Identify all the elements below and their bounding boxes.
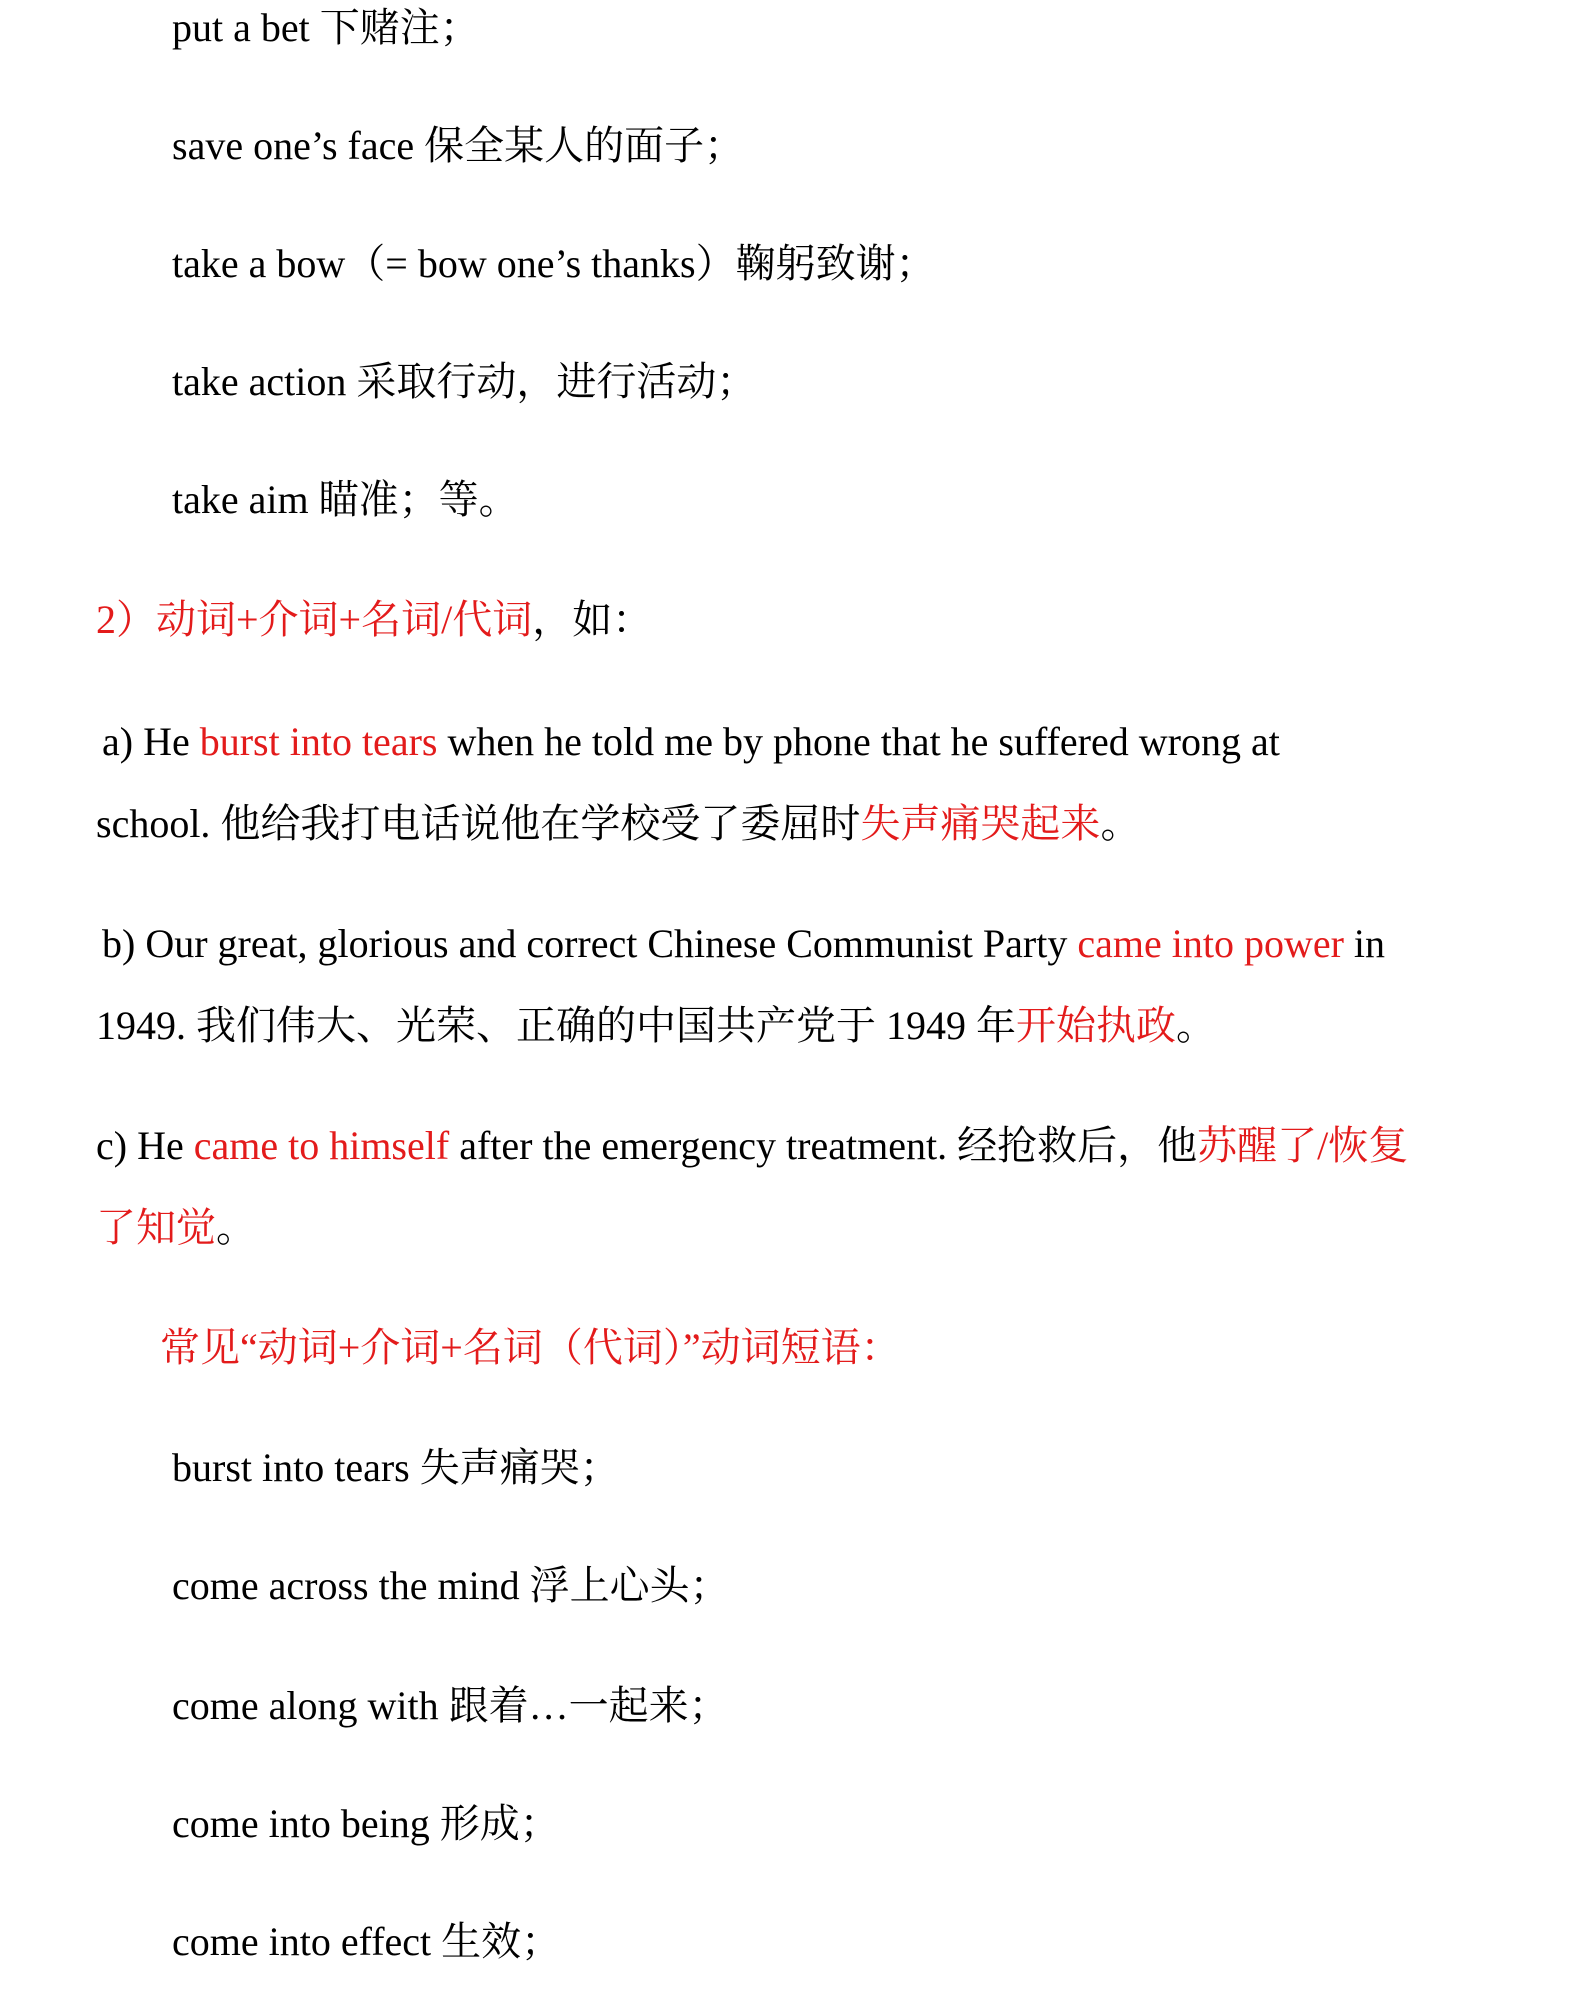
example-c-translation-phrase-cont: 了知觉 — [96, 1205, 216, 1250]
example-a-line2 — [96, 800, 1140, 848]
example-a-text-rest: when he told me by phone that he suffered wrong at — [437, 719, 1280, 764]
example-b-period: 。 — [1176, 1003, 1216, 1048]
example-c-line2 — [96, 1204, 256, 1252]
example-c-line1 — [96, 1122, 1408, 1170]
phrase-take-aim: take aim 瞄准；等。 — [172, 477, 519, 522]
example-c-period: 。 — [216, 1205, 256, 1250]
example-b-translation-phrase: 开始执政 — [1016, 1003, 1176, 1048]
example-a-text: a) He — [102, 719, 200, 764]
example-b-translation: 1949. 我们伟大、光荣、正确的中国共产党于 1949 年 — [96, 1003, 1016, 1048]
example-b-line2 — [96, 1002, 1216, 1050]
example-a-translation: school. 他给我打电话说他在学校受了委屈时 — [96, 801, 861, 846]
section-heading-red: 2）动词+介词+名词/代词 — [96, 597, 533, 642]
phrase-take-action: take action 采取行动，进行活动； — [172, 359, 757, 404]
example-c-text-rest: after the emergency treatment. 经抢救后，他 — [449, 1123, 1198, 1168]
example-c-text: c) He — [96, 1123, 194, 1168]
example-b-phrase: came into power — [1077, 921, 1344, 966]
phrase-take-a-bow: take a bow（= bow one’s thanks）鞠躬致谢； — [172, 241, 936, 286]
example-c-translation-phrase: 苏醒了/恢复 — [1197, 1123, 1409, 1168]
example-c-phrase: came to himself — [193, 1123, 450, 1168]
phrase-burst-into-tears: burst into tears 失声痛哭； — [172, 1445, 620, 1490]
phrase-put-a-bet: put a bet 下赌注； — [172, 5, 480, 50]
common-phrases-heading: 常见“动词+介词+名词（代词）”动词短语： — [160, 1325, 901, 1370]
phrase-come-along-with: come along with 跟着…一起来； — [172, 1683, 729, 1728]
phrase-come-across-the-mind: come across the mind 浮上心头； — [172, 1563, 730, 1608]
section-heading-2 — [96, 596, 652, 644]
example-a-translation-phrase: 失声痛哭起来 — [860, 801, 1101, 846]
phrase-save-face: save one’s face 保全某人的面子； — [172, 123, 745, 168]
example-a-phrase: burst into tears — [199, 719, 438, 764]
phrase-come-into-effect: come into effect 生效； — [172, 1919, 562, 1964]
phrase-come-into-being: come into being 形成； — [172, 1801, 560, 1846]
example-b-text: b) Our great, glorious and correct Chinese Communist Party — [102, 921, 1078, 966]
example-a-line1 — [102, 718, 1280, 766]
example-b-text-rest: in — [1343, 921, 1386, 966]
section-heading-suffix: ，如： — [532, 597, 653, 642]
example-b-line1 — [102, 920, 1385, 968]
example-a-period: 。 — [1100, 801, 1141, 846]
